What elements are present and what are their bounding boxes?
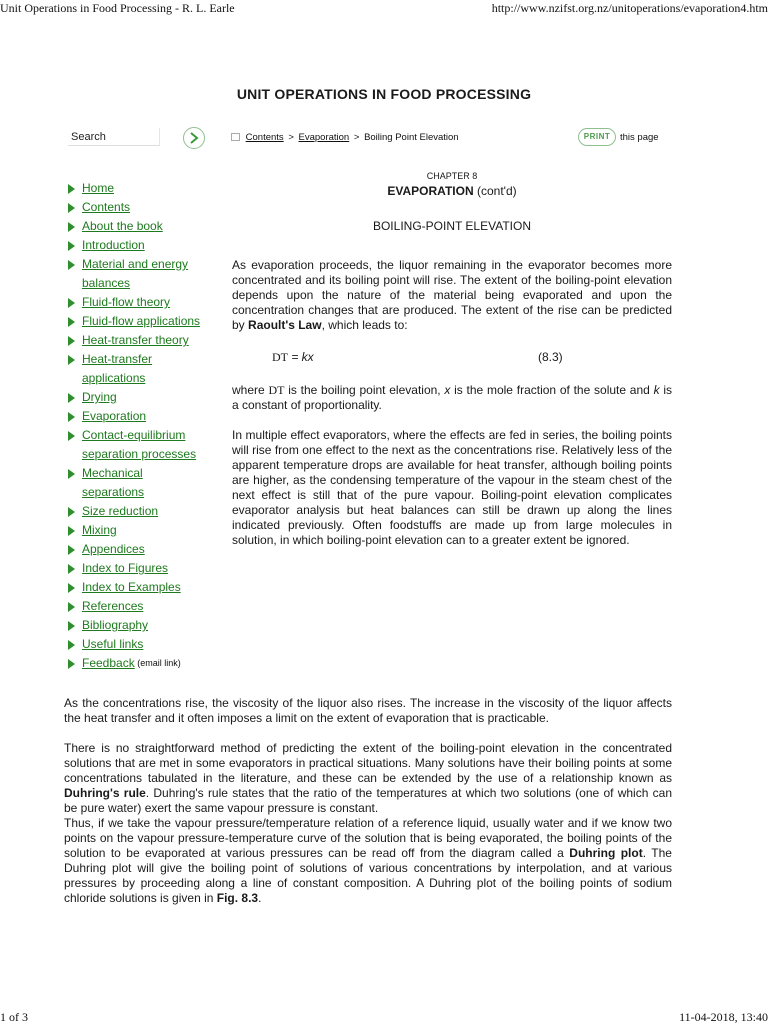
duhrings-rule: Duhring's rule bbox=[64, 786, 146, 800]
sidebar-link[interactable]: Feedback bbox=[82, 656, 135, 670]
breadcrumb-contents[interactable]: Contents bbox=[245, 132, 284, 143]
sidebar-nav bbox=[68, 179, 218, 673]
triangle-right-icon bbox=[68, 621, 75, 631]
equation-formula bbox=[272, 350, 314, 365]
sidebar-link-line1: Heat-transfer bbox=[82, 352, 153, 366]
feedback-note-text: (email link) bbox=[137, 658, 181, 668]
sidebar-link-line2: balances bbox=[82, 276, 131, 290]
triangle-right-icon bbox=[68, 222, 75, 232]
print-header-url: http://www.nzifst.org.nz/unitoperations/evaporation4.htm bbox=[491, 1, 768, 15]
sidebar-link-line1: Material and energy bbox=[82, 257, 189, 271]
sidebar-link-line1: Contact-equilibrium bbox=[82, 428, 186, 442]
triangle-right-icon bbox=[68, 336, 75, 346]
triangle-right-icon bbox=[68, 298, 75, 308]
sidebar-item-heat-transfer-theory[interactable] bbox=[68, 331, 218, 350]
breadcrumb bbox=[231, 132, 459, 143]
print-button[interactable]: PRINT bbox=[578, 128, 616, 146]
site-title: UNIT OPERATIONS IN FOOD PROCESSING bbox=[236, 86, 532, 102]
equation-rhs: = kx bbox=[288, 350, 314, 364]
triangle-right-icon bbox=[68, 412, 75, 422]
p2-b: is the boiling point elevation, bbox=[284, 383, 445, 397]
breadcrumb-icon bbox=[231, 133, 240, 141]
p2-x: x bbox=[444, 383, 451, 397]
p2-a: where bbox=[232, 383, 269, 397]
sidebar-link-line2: applications bbox=[82, 371, 146, 385]
sidebar-item-drying[interactable] bbox=[68, 388, 218, 407]
sidebar-item-mixing[interactable] bbox=[68, 521, 218, 540]
lower-content bbox=[64, 696, 672, 906]
triangle-right-icon bbox=[68, 393, 75, 403]
print-footer-page: 1 of 3 bbox=[0, 1010, 28, 1024]
sidebar-link[interactable]: Contents bbox=[82, 200, 131, 214]
sidebar-item-feedback[interactable] bbox=[68, 654, 218, 673]
p6-a: Thus, if we take the vapour pressure/temperature relation of a reference liquid, usually water and if we know two points on the vapour pressure-temperature curve of the solution that is being evaporated, the boiling points of the solution to be evaporated at various pressures can be read off from the diagram called a bbox=[64, 816, 672, 860]
sidebar-link[interactable]: Appendices bbox=[82, 542, 145, 556]
sidebar-link[interactable]: Home bbox=[82, 181, 115, 195]
breadcrumb-evaporation[interactable]: Evaporation bbox=[298, 132, 350, 143]
sidebar-link[interactable]: Bibliography bbox=[82, 618, 149, 632]
breadcrumb-separator: > bbox=[353, 132, 360, 143]
sidebar-link[interactable]: Heat-transfer theory bbox=[82, 333, 189, 347]
sidebar-link[interactable]: Index to Examples bbox=[82, 580, 181, 594]
raoults-law: Raoult's Law bbox=[248, 318, 322, 332]
sidebar-link[interactable]: Fluid-flow applications bbox=[82, 314, 201, 328]
chapter-label: CHAPTER 8 bbox=[426, 171, 478, 181]
paragraph-4: As the concentrations rise, the viscosity of the liquor also rises. The increase in the viscosity of the liquor affects the heat transfer and it often imposes a limit on the extent of evaporation that is practicable. bbox=[64, 696, 672, 725]
triangle-right-icon bbox=[68, 564, 75, 574]
triangle-right-icon bbox=[68, 431, 75, 441]
p1-text: As evaporation proceeds, the liquor remaining in the evaporator becomes more concentrated and its boiling point will rise. The extent of the boiling-point elevation depends upon the nature of the material being evaporated and upon the concentration changes that are produced. The extent of the rise can be predicted by bbox=[232, 258, 672, 332]
p5-b: . Duhring's rule states that the ratio of the temperatures at which two solutions (one of which can be pure water) exert the same vapour pressure is constant. bbox=[64, 786, 672, 815]
search-input[interactable]: Search bbox=[68, 128, 160, 146]
sidebar-link-line1: Mechanical bbox=[82, 466, 143, 480]
sidebar-link[interactable]: Mixing bbox=[82, 523, 117, 537]
sidebar-link[interactable]: Index to Figures bbox=[82, 561, 169, 575]
triangle-right-icon bbox=[68, 583, 75, 593]
sidebar-item-about[interactable] bbox=[68, 217, 218, 236]
sidebar-item-references[interactable] bbox=[68, 597, 218, 616]
triangle-right-icon bbox=[68, 203, 75, 213]
sidebar-link[interactable]: Useful links bbox=[82, 637, 144, 651]
chapter-title-suffix: (cont'd) bbox=[476, 184, 517, 198]
p2-d: is a constant of proportionality. bbox=[232, 383, 672, 412]
feedback-note bbox=[135, 654, 181, 673]
sidebar-item-contents[interactable] bbox=[68, 198, 218, 217]
print-label: this page bbox=[620, 132, 659, 143]
p1-end: , which leads to: bbox=[321, 318, 408, 332]
sidebar-link[interactable]: Size reduction bbox=[82, 504, 159, 518]
triangle-right-icon bbox=[68, 260, 75, 270]
chapter-title bbox=[232, 183, 672, 199]
equation-number: (8.3) bbox=[538, 350, 563, 364]
print-header-title: Unit Operations in Food Processing - R. L. Earle bbox=[0, 1, 235, 15]
p2-c: is the mole fraction of the solute and bbox=[450, 383, 654, 397]
fig-8-3-link: Fig. 8.3 bbox=[216, 891, 259, 905]
sidebar-link-line2: separation processes bbox=[82, 447, 197, 461]
triangle-right-icon bbox=[68, 184, 75, 194]
sidebar-link[interactable]: About the book bbox=[82, 219, 163, 233]
triangle-right-icon bbox=[68, 602, 75, 612]
chapter-title-bold: EVAPORATION bbox=[387, 184, 474, 198]
section-title: BOILING-POINT ELEVATION bbox=[372, 219, 532, 233]
sidebar-item-mechanical-separations[interactable] bbox=[68, 464, 218, 502]
breadcrumb-current: Boiling Point Elevation bbox=[364, 132, 459, 143]
sidebar-link[interactable]: Introduction bbox=[82, 238, 145, 252]
paragraph-5 bbox=[64, 741, 672, 816]
duhring-plot: Duhring plot bbox=[569, 846, 643, 860]
sidebar-item-appendices[interactable] bbox=[68, 540, 218, 559]
triangle-right-icon bbox=[68, 545, 75, 555]
triangle-right-icon bbox=[68, 526, 75, 536]
sidebar-item-index-figures[interactable] bbox=[68, 559, 218, 578]
sidebar-link[interactable]: Fluid-flow theory bbox=[82, 295, 171, 309]
sidebar-link[interactable] bbox=[82, 255, 188, 293]
triangle-right-icon bbox=[68, 355, 75, 365]
sidebar-item-evaporation[interactable] bbox=[68, 407, 218, 426]
p2-dt: DT bbox=[268, 383, 285, 397]
paragraph-3: In multiple effect evaporators, where the effects are fed in series, the boiling points will rise from one effect to the next as the concentrations rise. Relatively less of the apparent temperature drops are available for heat transfer, although boiling points are higher, as the condensing temperature of the vapour in the steam chest of the next effect is still that of the pure vapour. Boiling-point elevation complicates evaporator analysis but heat balances can still be drawn up along the lines indicated previously. Often foodstuffs are made up from large molecules in solution, in which boiling-point elevation can to a greater extent be ignored. bbox=[232, 428, 672, 547]
triangle-right-icon bbox=[68, 507, 75, 517]
sidebar-item-heat-transfer-applications[interactable] bbox=[68, 350, 218, 388]
p2-k: k bbox=[653, 383, 660, 397]
sidebar-item-bibliography[interactable] bbox=[68, 616, 218, 635]
paragraph-2 bbox=[232, 383, 672, 413]
sidebar-item-introduction[interactable] bbox=[68, 236, 218, 255]
equation-delta: DT bbox=[272, 350, 288, 364]
sidebar-item-size-reduction[interactable] bbox=[68, 502, 218, 521]
main-content bbox=[232, 170, 672, 548]
sidebar-item-fluid-flow-theory[interactable] bbox=[68, 293, 218, 312]
print-footer-datetime: 11-04-2018, 13:40 bbox=[679, 1010, 768, 1024]
p5-a: There is no straightforward method of predicting the extent of the boiling-point elevation in the concentrated solutions that are met in some evaporators in practical situations. Many solutions have their boiling points at some concentrations tabulated in the literature, and these can be extended by the use of a relationship known as bbox=[64, 741, 672, 785]
sidebar-link-line2: separations bbox=[82, 485, 145, 499]
sidebar-item-useful-links[interactable] bbox=[68, 635, 218, 654]
sidebar-link[interactable]: References bbox=[82, 599, 144, 613]
triangle-right-icon bbox=[68, 241, 75, 251]
sidebar-item-home[interactable] bbox=[68, 179, 218, 198]
p6-end: . bbox=[258, 891, 262, 905]
triangle-right-icon bbox=[68, 469, 75, 479]
paragraph-6 bbox=[64, 816, 672, 906]
print-header bbox=[0, 1, 768, 17]
print-footer bbox=[0, 1010, 768, 1024]
sidebar-link[interactable]: Drying bbox=[82, 390, 117, 404]
p6-b: . The Duhring plot will give the boiling point of solutions of various concentrations by interpolation, and at various pressures by proceeding along a line of constant composition. A Duhring plot of the boiling points of sodium chloride solutions is given in bbox=[64, 846, 672, 905]
sidebar-link[interactable] bbox=[82, 350, 152, 388]
search-go-button[interactable] bbox=[183, 127, 205, 149]
sidebar-item-material-energy[interactable] bbox=[68, 255, 218, 293]
triangle-right-icon bbox=[68, 640, 75, 650]
equation-8-3 bbox=[232, 350, 672, 370]
paragraph-1 bbox=[232, 258, 672, 333]
sidebar-link[interactable]: Evaporation bbox=[82, 409, 147, 423]
sidebar-link[interactable] bbox=[82, 464, 144, 502]
sidebar-item-index-examples[interactable] bbox=[68, 578, 218, 597]
sidebar-link[interactable] bbox=[82, 426, 196, 464]
sidebar-item-fluid-flow-applications[interactable] bbox=[68, 312, 218, 331]
breadcrumb-separator: > bbox=[288, 132, 294, 143]
arrow-right-icon bbox=[188, 132, 200, 144]
triangle-right-icon bbox=[68, 659, 75, 669]
triangle-right-icon bbox=[68, 317, 75, 327]
sidebar-item-contact-equilibrium[interactable] bbox=[68, 426, 218, 464]
